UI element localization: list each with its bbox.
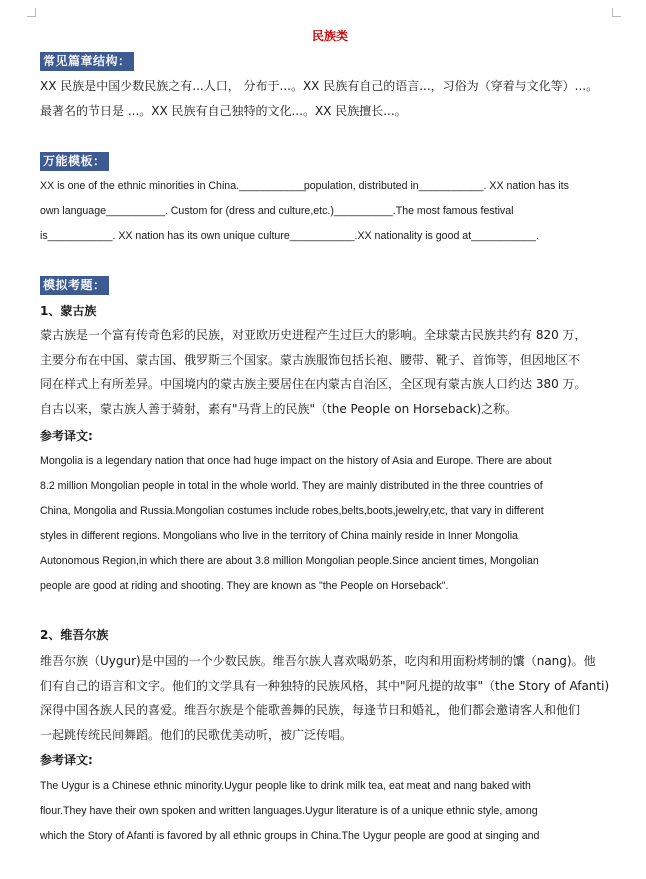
- template-heading: 万能模板：: [40, 152, 109, 171]
- structure-heading: 常见篇章结构：: [40, 52, 134, 71]
- text-line: 同在样式上有所差异。中国境内的蒙古族主要居住在内蒙古自治区，全区现有蒙古族人口约达 380 万。: [40, 377, 587, 391]
- text-line: flour.They have their own spoken and written languages.Uygur literature is of a unique ethnic style, among: [40, 805, 538, 817]
- text-line: 们有自己的语言和文字。他们的文学具有一种独特的民族风格，其中"阿凡提的故事"（the Story of Afanti): [40, 678, 610, 693]
- text-line: The Uygur is a Chinese ethnic minority.Uygur people like to drink milk tea, eat meat and nang baked with: [40, 780, 531, 792]
- text-line: 深得中国各族人民的喜爱。维吾尔族是个能歌善舞的民族，每逢节日和婚礼，他们都会邀请客人和他们: [40, 703, 581, 717]
- text-line: 主要分布在中国、蒙古国、俄罗斯三个国家。蒙古族服饰包括长袍、腰带、靴子、首饰等，但因地区不: [40, 352, 581, 367]
- page-corner-mark: [27, 8, 36, 17]
- item-chinese-paragraph: [40, 323, 620, 421]
- structure-paragraph: [40, 74, 620, 123]
- page-corner-mark: [612, 8, 621, 17]
- text-line: 自古以来，蒙古族人善于骑射，素有"马背上的民族"（the People on Horseback)之称。: [40, 401, 518, 416]
- template-paragraph: [40, 174, 620, 249]
- mock-heading: 模拟考题：: [40, 276, 109, 295]
- text-line: Mongolia is a legendary nation that once had huge impact on the history of Asia and Europe. There are about: [40, 455, 552, 467]
- text-line: 8.2 million Mongolian people in total in the whole world. They are mainly distributed in the three countries of: [40, 480, 543, 492]
- text-line: 一起跳传统民间舞蹈。他们的民歌优美动听，被广泛传唱。: [40, 727, 353, 742]
- reference-label: 参考译文:: [40, 753, 93, 767]
- text-line: 最著名的节日是 ...。XX 民族有自己独特的文化...。XX 民族擅长...。: [40, 103, 407, 118]
- item-english-paragraph: [40, 449, 620, 599]
- text-line: Autonomous Region,in which there are about 3.8 million Mongolian people.Since ancient times, Mongolian: [40, 555, 539, 567]
- page-title: 民族类: [311, 29, 348, 43]
- text-line: people are good at riding and shooting. They are known as "the People on Horseback".: [40, 580, 449, 592]
- text-line: own language__________. Custom for (dress and culture,etc.)__________.The most famous festival: [40, 205, 514, 217]
- item-chinese-paragraph: [40, 649, 620, 747]
- text-line: 蒙古族是一个富有传奇色彩的民族，对亚欧历史进程产生过巨大的影响。全球蒙古民族共约有 820 万，: [40, 328, 587, 342]
- text-line: XX is one of the ethnic minorities in China.___________population, distributed in___________. XX nation has its: [40, 180, 569, 192]
- item-title: 1、蒙古族: [40, 304, 97, 318]
- text-line: styles in different regions. Mongolians who live in the territory of China mainly reside in Inner Mongolia: [40, 530, 518, 542]
- item-title: 2、维吾尔族: [40, 628, 109, 642]
- item-english-paragraph: [40, 774, 620, 849]
- text-line: 维吾尔族（Uygur)是中国的一个少数民族。维吾尔族人喜欢喝奶茶，吃肉和用面粉烤制的馕（nang)。他: [40, 654, 596, 668]
- text-line: is___________. XX nation has its own unique culture___________.XX nationality is good at___________.: [40, 230, 539, 242]
- text-line: XX 民族是中国少数民族之有...人口， 分布于...。XX 民族有自己的语言...，习俗为（穿着与文化等）...。: [40, 79, 599, 93]
- text-line: which the Story of Afanti is favored by all ethnic groups in China.The Uygur people are good at singing and: [40, 830, 540, 842]
- reference-label: 参考译文:: [40, 429, 93, 443]
- text-line: China, Mongolia and Russia.Mongolian costumes include robes,belts,boots,jewelry,etc, that vary in different: [40, 505, 544, 517]
